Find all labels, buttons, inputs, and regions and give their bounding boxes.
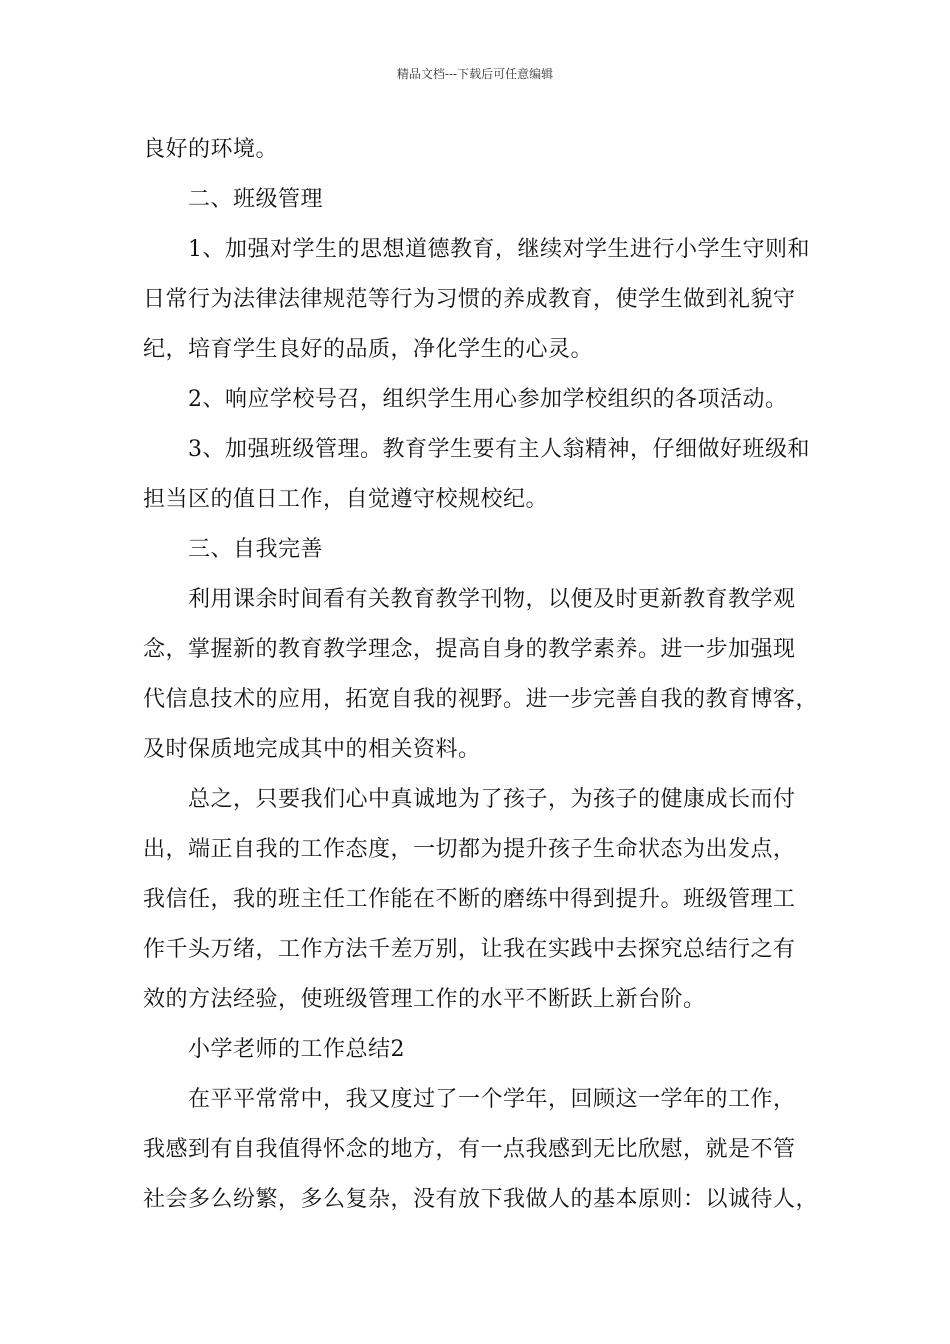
text-line: 及时保质地完成其中的相关资料。	[143, 737, 481, 762]
text-line: 效的方法经验，使班级管理工作的水平不断跃上新台阶。	[143, 987, 706, 1012]
text-line: 2、响应学校号召，组织学生用心参加学校组织的各项活动。	[188, 387, 788, 412]
text-line: 念，掌握新的教育教学理念，提高自身的教学素养。进一步加强现	[143, 637, 796, 662]
text-line: 日常行为法律法律规范等行为习惯的养成教育，使学生做到礼貌守	[143, 287, 796, 312]
text-line: 良好的环境。	[143, 137, 279, 162]
text-line: 总之，只要我们心中真诚地为了孩子，为孩子的健康成长而付	[188, 787, 796, 812]
text-line: 纪，培育学生良好的品质，净化学生的心灵。	[143, 337, 594, 362]
text-line: 担当区的值日工作，自觉遵守校规校纪。	[143, 487, 549, 512]
text-line: 出，端正自我的工作态度，一切都为提升孩子生命状态为出发点，	[143, 837, 796, 862]
text-line: 3、加强班级管理。教育学生要有主人翁精神，仔细做好班级和	[188, 437, 810, 462]
text-line: 我信任，我的班主任工作能在不断的磨练中得到提升。班级管理工	[143, 887, 796, 912]
text-line: 社会多么纷繁，多么复杂，没有放下我做人的基本原则：以诚待人，	[143, 1187, 819, 1212]
page-header: 精品文档---下载后可任意编辑	[396, 67, 554, 81]
text-line: 我感到有自我值得怀念的地方，有一点我感到无比欣慰，就是不管	[143, 1137, 796, 1162]
section-heading: 三、自我完善	[188, 537, 324, 562]
text-line: 利用课余时间看有关教育教学刊物，以便及时更新教育教学观	[188, 587, 796, 612]
text-line: 1、加强对学生的思想道德教育，继续对学生进行小学生守则和	[188, 237, 810, 262]
section-heading: 二、班级管理	[188, 187, 324, 212]
text-line: 在平平常常中，我又度过了一个学年，回顾这一学年的工作，	[188, 1087, 796, 1112]
article-title: 小学老师的工作总结2	[188, 1037, 405, 1062]
text-line: 代信息技术的应用，拓宽自我的视野。进一步完善自我的教育博客，	[143, 687, 819, 712]
text-line: 作千头万绪，工作方法千差万别，让我在实践中去探究总结行之有	[143, 937, 796, 962]
